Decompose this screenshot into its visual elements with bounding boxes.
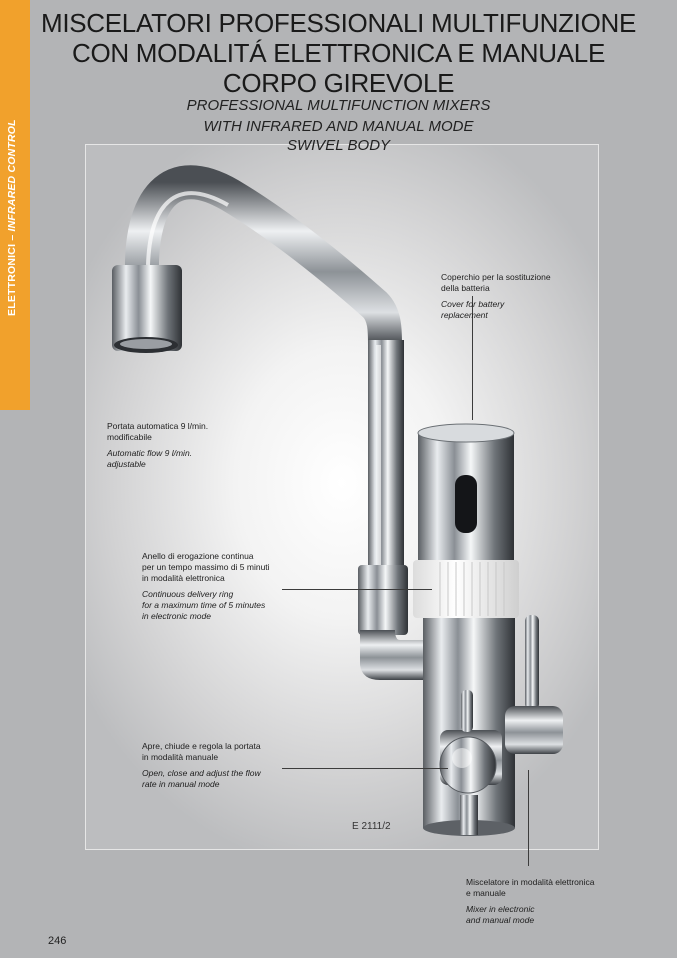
callout-mixer: Miscelatore in modalità elettronica e manuale Mixer in electronic and manual mode <box>466 877 595 925</box>
infrared-window <box>455 475 477 533</box>
swivel-collar <box>358 565 408 635</box>
subtitle-line-3: SWIVEL BODY <box>286 137 391 154</box>
callout-manual: Apre, chiude e regola la portata in modalità manuale Open, close and adjust the flow rate in manual mode <box>142 741 261 789</box>
section-label-en: INFRARED CONTROL <box>6 119 18 232</box>
section-label-it: ELETTRONICI – <box>6 234 18 316</box>
mixer-leader-line <box>528 770 529 866</box>
subtitle-line-1: PROFESSIONAL MULTIFUNCTION MIXERS <box>186 97 491 114</box>
manual-leader-line <box>282 768 448 769</box>
page-number: 246 <box>48 935 67 947</box>
callout-ring: Anello di erogazione continua per un tempo massimo di 5 minuti in modalità elettronica Continuous delivery ring for a maximum time of 5 minutes in electronic mode <box>142 551 270 621</box>
title-line-2: CON MODALITÁ ELETTRONICA E MANUALE <box>71 38 605 68</box>
spout-riser <box>368 340 404 585</box>
callout-battery: Coperchio per la sostituzione della batteria Cover for battery replacement <box>441 272 551 320</box>
lever-stem <box>525 615 539 710</box>
title-line-3: CORPO GIREVOLE <box>222 68 455 98</box>
title-line-1: MISCELATORI PROFESSIONALI MULTIFUNZIONE <box>40 8 637 38</box>
callout-flow: Portata automatica 9 l/min. modificabile Automatic flow 9 l/min. adjustable <box>107 421 209 469</box>
ring-leader-line <box>282 589 432 590</box>
elbow <box>360 630 430 680</box>
product-code: E 2111/2 <box>352 821 391 832</box>
subtitle-line-2: WITH INFRARED AND MANUAL MODE <box>203 118 474 135</box>
